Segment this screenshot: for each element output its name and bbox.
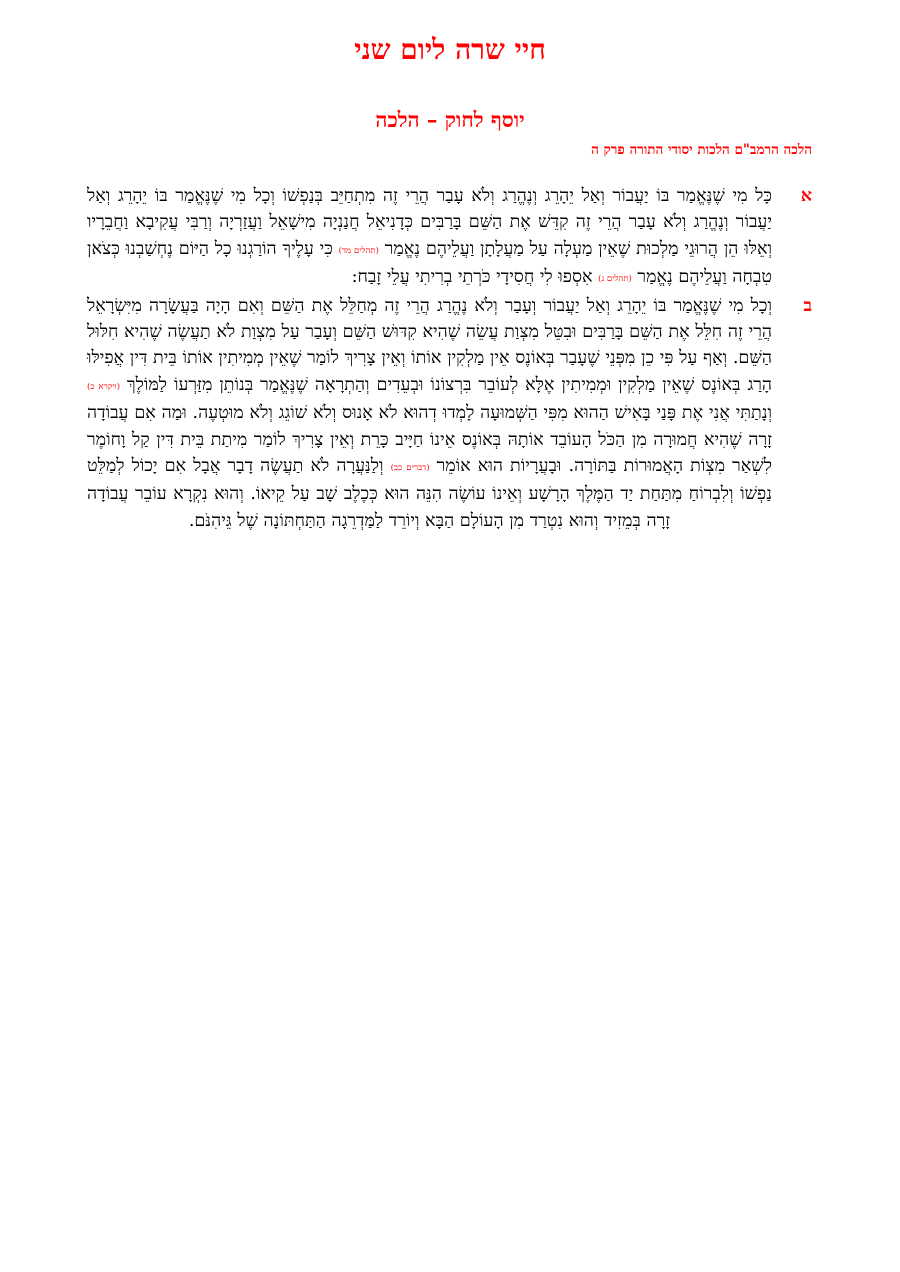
paragraph-a-text-3: אִסְפוּ לִי חֲסִידָי כֹּרְתֵי בְרִיתִי עֲלֵי זָבַח: (351, 267, 593, 288)
scripture-reference: (ויקרא כ) (87, 381, 121, 392)
section-subtitle: יוסף לחוק – הלכה (375, 107, 525, 132)
paragraph-a-text-1: כָּל מִי שֶׁנֶּאֱמַר בּוֹ יַעֲבוֹר וְאַל יֵהָרֵג וְנֶהֱרַג וְלֹא עָבַר הֲרֵי זֶה מִתְחַיֵּב בְּנַפְשׁוֹ וְכָל מִי שֶׁנֶּאֱמַר בּוֹ יֵהָרֵג וְאַל יַעֲבוֹר וְנֶהֱרַג וְלֹא עָבַר הֲרֵי זֶה קִדֵּשׁ אֶת הַשֵּׁם בָּרַבִּים כְּדָנִיאֵל חֲנַנְיָה מִישָׁאֵל וַעֲזַרְיָה וְרַבִּי עֲקִיבָא וַחֲבֵרָיו וְאֵלּוּ הֵן הֲרוּגֵי מַלְכוּת שֶׁאֵין מַעְלָה עַל מַעֲלָתָן וַעֲלֵיהֶם נֶאֱמַר (87, 186, 773, 259)
paragraph-a-text-2: כִּי עָלֶיךָ הוֹרַגְנוּ כָל הַיּוֹם נֶחְשַׁבְנוּ כְּצֹאן טִבְחָה וַעֲלֵיהֶם נֶאֱמַר (87, 238, 772, 288)
scripture-reference: (תהלים מד) (338, 245, 379, 256)
paragraph-b-text-2: וְנָתַתִּי אֲנִי אֶת פָּנַי בָּאִישׁ הַהוּא מִפִּי הַשְּׁמוּעָה לָמְדוּ דְהוּא לֹא אָנוּס וְלֹא שׁוֹגֵג וְלֹא מוּטְעֶה. וּמַה אִם עֲבוֹדָה זָרָה שֶׁהִיא חֲמוּרָה מִן הַכֹּל הָעוֹבֵד אוֹתָהּ בְּאוֹנֶס אֵינוֹ חַיָּיב כָּרֵת וְאֵין צָרִיךְ לוֹמַר מִיתַת בֵּית דִּין קַל וָחוֹמֶר לִשְׁאַר מִצְוֹת הָאֲמוּרוֹת בַּתּוֹרָה. וּבָעֲרָיוֹת הוּא אוֹמֵר (87, 403, 772, 477)
halakha-text (87, 183, 812, 534)
source-citation: הלכה הרמב"ם הלכות יסודי התורה פרק ה (591, 142, 812, 158)
page-title: חיי שרה ליום שני (354, 33, 546, 66)
paragraph-letter-b: ב (803, 294, 812, 316)
paragraph-b (87, 293, 812, 535)
paragraph-letter-a: א (800, 185, 812, 206)
paragraph-a (87, 183, 812, 293)
scripture-reference: (תהלים נ) (598, 274, 632, 285)
paragraph-b-text-1: וְכָל מִי שֶׁנֶּאֱמַר בּוֹ יֵהָרֵג וְאַל יַעֲבוֹר וְעָבַר וְלֹא נֶהֱרַג הֲרֵי זֶה מְחַלֵּל אֶת הַשֵּׁם וְאִם הָיָה בַּעֲשָׂרָה מִיִּשְׂרָאֵל הֲרֵי זֶה חִלֵּל אֶת הַשֵּׁם בָּרַבִּים וּבִטֵּל מִצְוַת עֲשֵׂה שֶׁהִיא קִדּוּשׁ הַשֵּׁם וְעָבַר עַל מִצְוַת לֹא תַעֲשֶׂה שֶׁהִיא חִלּוּל הַשֵּׁם. וְאַף עַל פִּי כֵן מִפְּנֵי שֶׁעָבַר בְּאוֹנֶס אֵין מַלְקִין אוֹתוֹ וְאֵין צָרִיךְ לוֹמַר שֶׁאֵין מְמִיתִין אוֹתוֹ בֵּית דִּין אֲפִילּוּ הָרַג בְּאוֹנֶס שֶׁאֵין מַלְקִין וּמְמִיתִין אֶלָּא לְעוֹבֵר בִּרְצוֹנוֹ וּבְעֵדִים וְהַתְרָאָה שֶׁנֶּאֱמַר בְּנוֹתֵן מִזַּרְעוֹ לַמּוֹלֶךְ (87, 295, 773, 395)
scripture-reference: (דברים כב) (390, 463, 430, 474)
paragraph-b-text-3: וְלַנַּעֲרָה לֹא תַעֲשֶׂה דָבָר אֲבָל אִם יָכוֹל לְמַלֵּט נַפְשׁוֹ וְלִבְרוֹחַ מִתַּחַת יַד הַמֶּלֶךְ הָרָשָׁע וְאֵינוֹ עוֹשֶׂה הִנֵּה הוּא כְּכֶלֶב שָׁב עַל קֵיאוֹ. וְהוּא נִקְרָא עוֹבֵר עֲבוֹדָה זָרָה בְּמֵזִיד וְהוּא נִטְרַד מִן הָעוֹלָם הַבָּא וְיוֹרֵד לַמַּדְרֵגָה הַתַּחְתּוֹנָה שֶׁל גֵּיהִנֹּם. (87, 456, 772, 531)
